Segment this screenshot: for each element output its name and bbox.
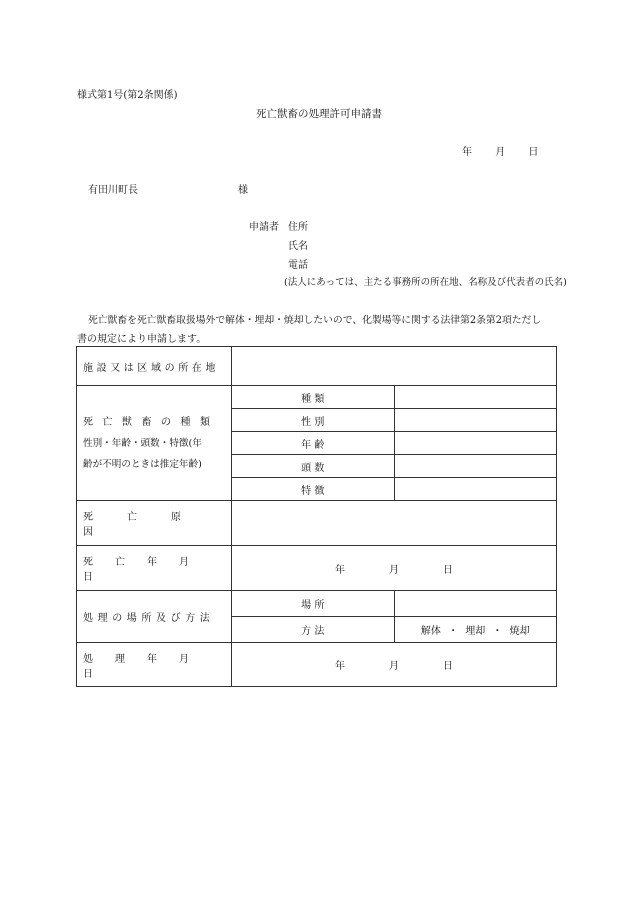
- animal-age-value[interactable]: [394, 432, 557, 455]
- process-date-month: 月: [389, 661, 399, 672]
- death-date-month: 月: [389, 564, 399, 576]
- death-date-year: 年: [335, 564, 345, 576]
- death-date-label: 死亡年月日: [77, 546, 232, 591]
- animal-age-label: 年 齢: [232, 432, 395, 455]
- cause-label: 死亡原因: [77, 501, 232, 546]
- method-options[interactable]: 解体 ・ 埋却 ・ 焼却: [394, 617, 557, 643]
- animal-label: 死亡獣畜の種類 性別・年齢・頭数・特徴(年 齢が不明のときは推定年齢): [77, 386, 232, 501]
- process-date-year: 年: [335, 661, 345, 672]
- cause-value[interactable]: [232, 501, 557, 546]
- animal-sex-label: 性 別: [232, 409, 395, 432]
- animal-sex-value[interactable]: [394, 409, 557, 432]
- death-date-value[interactable]: [232, 546, 557, 591]
- process-date-day: 日: [443, 661, 453, 672]
- process-date-label: 処理年月日: [77, 643, 232, 687]
- applicant-phone: 電話: [288, 260, 308, 271]
- body-text-line2: 書の規定により申請します。: [77, 334, 207, 345]
- date-line: [462, 143, 538, 158]
- location-label: 施設又は区域の所在地: [77, 347, 232, 386]
- date-year: 年: [462, 147, 472, 158]
- place-label: 場 所: [232, 591, 395, 617]
- date-day: 日: [528, 147, 539, 158]
- animal-feature-label: 特 徴: [232, 478, 395, 501]
- date-month: 月: [495, 147, 506, 158]
- process-date-value[interactable]: [232, 643, 557, 687]
- applicant-name: 氏名: [288, 241, 308, 252]
- applicant-address: 住所: [288, 222, 308, 233]
- animal-type-value[interactable]: [394, 386, 557, 409]
- applicant-note: (法人にあっては、主たる事務所の所在地、名称及び代表者の氏名): [284, 277, 567, 288]
- method-label: 処理の場所及び方法: [77, 591, 232, 643]
- addressee-honorific: 様: [238, 185, 248, 196]
- application-table: [76, 346, 557, 687]
- form-number: 様式第1号(第2条関係): [77, 90, 178, 101]
- body-text-line1: 死亡獣畜を死亡獣畜取扱場外で解体・埋却・焼却したいので、化製場等に関する法律第2条第2項ただし: [88, 315, 542, 326]
- animal-count-label: 頭 数: [232, 455, 395, 478]
- death-date-day: 日: [443, 564, 453, 576]
- animal-feature-value[interactable]: [394, 478, 557, 501]
- addressee-name: 有田川町長: [88, 185, 138, 196]
- place-value[interactable]: [394, 591, 557, 617]
- animal-count-value[interactable]: [394, 455, 557, 478]
- location-value[interactable]: [232, 347, 557, 386]
- page-title: 死亡獣畜の処理許可申請書: [256, 108, 382, 120]
- applicant-label: 申請者: [249, 222, 279, 233]
- animal-type-label: 種 類: [232, 386, 395, 409]
- method-sub-label: 方 法: [232, 617, 395, 643]
